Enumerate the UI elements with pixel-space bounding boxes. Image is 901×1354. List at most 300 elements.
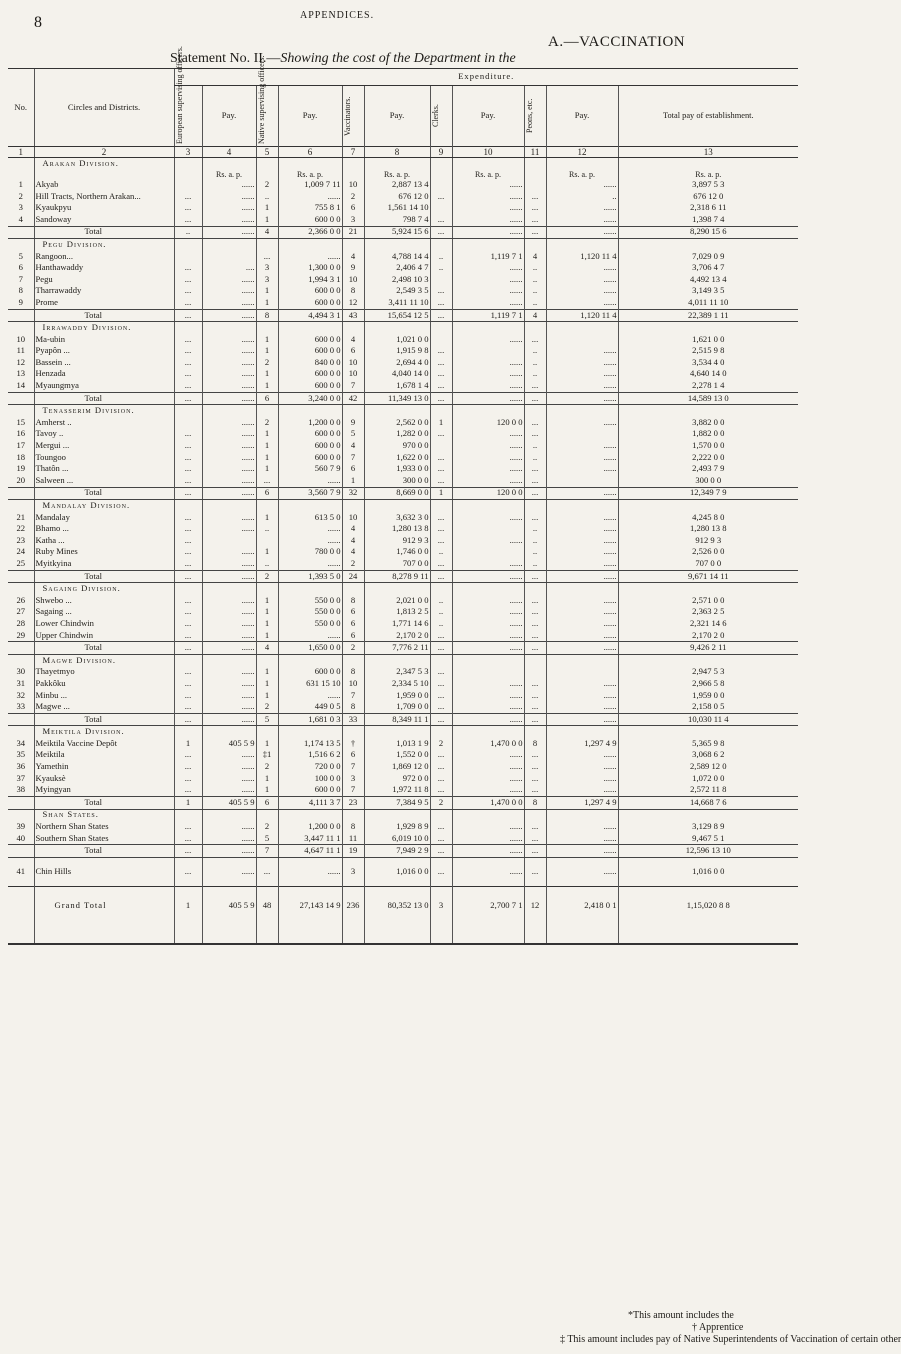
cell: ...... xyxy=(278,690,342,702)
cell: ...... xyxy=(278,535,342,547)
cell: ... xyxy=(430,214,452,226)
table-row xyxy=(8,618,798,630)
cell: ...... xyxy=(202,558,256,570)
cell: 27 xyxy=(16,606,26,617)
cell: 35 xyxy=(16,749,26,760)
cell: 3 xyxy=(256,274,278,286)
cell: 2,947 5 3 xyxy=(618,666,798,678)
cell: 7 xyxy=(342,761,364,773)
cell xyxy=(8,405,34,417)
units-row xyxy=(8,170,798,179)
cell: ...... xyxy=(202,452,256,464)
cell: ... xyxy=(174,750,202,762)
cell: ...... xyxy=(202,475,256,487)
cell: 27,143 14 9 xyxy=(278,886,342,944)
cell xyxy=(8,226,34,239)
cell: 3,411 11 10 xyxy=(364,297,430,309)
cell: 11 xyxy=(342,833,364,845)
cell: ... xyxy=(430,558,452,570)
cell xyxy=(524,322,546,334)
cell: 1 xyxy=(256,452,278,464)
district-name: Mandalay xyxy=(34,512,174,524)
cell: ... xyxy=(524,678,546,690)
cell xyxy=(364,158,430,170)
table-row xyxy=(8,607,798,619)
cell: 1,552 0 0 xyxy=(364,750,430,762)
cell xyxy=(174,878,202,887)
cell: 8 xyxy=(342,701,364,713)
cell: 780 0 0 xyxy=(278,547,342,559)
units-label: Rs. a. p. xyxy=(546,170,618,179)
col-circle: Circles and Districts. xyxy=(34,69,174,147)
cell: 5,365 9 8 xyxy=(618,738,798,750)
cell: ... xyxy=(524,392,546,405)
cell: ... xyxy=(430,690,452,702)
cell: 4,111 3 7 xyxy=(278,797,342,810)
cell: 1,709 0 0 xyxy=(364,701,430,713)
cell: .. xyxy=(430,618,452,630)
section-heading: Pegu Division. xyxy=(34,239,174,251)
cell: 970 0 0 xyxy=(364,440,430,452)
cell: ...... xyxy=(546,690,618,702)
cell: 1,470 0 0 xyxy=(452,738,524,750)
cell: ...... xyxy=(202,487,256,500)
col-number: 2 xyxy=(34,147,174,158)
cell: .. xyxy=(256,191,278,203)
cell xyxy=(364,654,430,666)
cell: ... xyxy=(524,773,546,785)
cell: ... xyxy=(174,214,202,226)
cell: 4 xyxy=(256,642,278,655)
cell: ...... xyxy=(546,595,618,607)
cell: 707 0 0 xyxy=(364,558,430,570)
cell: 12 xyxy=(16,356,26,367)
cell: .. xyxy=(524,357,546,369)
cell: 4 xyxy=(342,547,364,559)
cell: 7,384 9 5 xyxy=(364,797,430,810)
cell: 8,290 15 6 xyxy=(618,226,798,239)
total-label: Total xyxy=(34,797,174,810)
cell xyxy=(342,809,364,821)
district-name: Pegu xyxy=(34,274,174,286)
section-heading-row xyxy=(8,726,798,738)
table-row xyxy=(8,202,798,214)
cell: 1 xyxy=(256,773,278,785)
cell xyxy=(202,239,256,251)
table-row xyxy=(8,297,798,309)
table-row xyxy=(8,866,798,878)
cell: 6 xyxy=(342,618,364,630)
cell: ...... xyxy=(452,463,524,475)
cell: ...... xyxy=(452,866,524,878)
cell xyxy=(8,309,34,322)
cell: 8,278 9 11 xyxy=(364,570,430,583)
cell: 8 xyxy=(342,821,364,833)
table-row xyxy=(8,274,798,286)
total-row xyxy=(8,642,798,655)
cell: ...... xyxy=(546,369,618,381)
col-total: Total pay of establishment. xyxy=(618,86,798,147)
cell: ... xyxy=(524,761,546,773)
cell: 32 xyxy=(16,689,26,700)
cell xyxy=(452,345,524,357)
cell: ...... xyxy=(278,251,342,263)
cell: ...... xyxy=(452,535,524,547)
cell: ... xyxy=(174,487,202,500)
cell: ... xyxy=(174,618,202,630)
district-name: Sandoway xyxy=(34,214,174,226)
col-pay-3: Pay. xyxy=(364,86,430,147)
cell xyxy=(430,405,452,417)
cell: ...... xyxy=(452,821,524,833)
cell: ... xyxy=(524,226,546,239)
cell xyxy=(618,583,798,595)
table-row xyxy=(8,512,798,524)
cell: 755 8 1 xyxy=(278,202,342,214)
cell: .. xyxy=(174,226,202,239)
cell: ... xyxy=(174,262,202,274)
cell: ...... xyxy=(202,761,256,773)
cell: 3,882 0 0 xyxy=(618,417,798,429)
total-label: Total xyxy=(34,570,174,583)
cell: † xyxy=(342,738,364,750)
cell: ...... xyxy=(202,214,256,226)
cell: 7,776 2 11 xyxy=(364,642,430,655)
cell: 1 xyxy=(256,440,278,452)
section-heading-row xyxy=(8,500,798,512)
cell: ... xyxy=(174,369,202,381)
cell: ...... xyxy=(546,380,618,392)
cell xyxy=(430,809,452,821)
cell: 1,280 13 8 xyxy=(364,523,430,535)
page-number: 8 xyxy=(34,14,42,31)
cell: 41 xyxy=(16,865,26,876)
district-name: Myitkyina xyxy=(34,558,174,570)
cell: 39 xyxy=(16,821,26,832)
cell xyxy=(546,726,618,738)
cell: ...... xyxy=(202,380,256,392)
cell: ...... xyxy=(452,334,524,346)
table-row xyxy=(8,833,798,845)
col-number: 8 xyxy=(364,147,430,158)
cell xyxy=(524,654,546,666)
cell: ...... xyxy=(452,784,524,796)
cell: 550 0 0 xyxy=(278,618,342,630)
cell: 1 xyxy=(256,595,278,607)
district-name: Ma-ubin xyxy=(34,334,174,346)
cell: 1,650 0 0 xyxy=(278,642,342,655)
cell xyxy=(174,251,202,263)
cell: 4,494 3 1 xyxy=(278,309,342,322)
col-no: No. xyxy=(8,69,34,147)
cell xyxy=(8,726,34,738)
col-number: 3 xyxy=(174,147,202,158)
cell xyxy=(256,583,278,595)
col-european: European supervising officers. xyxy=(174,46,184,144)
cell: 1,972 11 8 xyxy=(364,784,430,796)
units-label: Rs. a. p. xyxy=(278,170,342,179)
cell: ... xyxy=(174,833,202,845)
cell: 6,019 10 0 xyxy=(364,833,430,845)
cell: 1,882 0 0 xyxy=(618,429,798,441)
cell: ... xyxy=(524,595,546,607)
cell: ...... xyxy=(546,678,618,690)
cell: ... xyxy=(174,678,202,690)
cell: 1,621 0 0 xyxy=(618,334,798,346)
district-name: Bassein ... xyxy=(34,357,174,369)
cell: ...... xyxy=(202,191,256,203)
cell: 631 15 10 xyxy=(278,678,342,690)
cell: ...... xyxy=(546,750,618,762)
cell xyxy=(452,158,524,170)
district-name: Thatôn ... xyxy=(34,463,174,475)
cell: 6 xyxy=(342,750,364,762)
cell xyxy=(546,239,618,251)
section-heading: Sagaing Division. xyxy=(34,583,174,595)
cell xyxy=(524,170,546,179)
cell: 1,297 4 9 xyxy=(546,797,618,810)
cell xyxy=(430,878,452,887)
cell: 6 xyxy=(342,345,364,357)
cell xyxy=(34,857,174,866)
cell xyxy=(256,158,278,170)
district-name: Hill Tracts, Northern Arakan... xyxy=(34,191,174,203)
table-row xyxy=(8,750,798,762)
cell: 2,318 6 11 xyxy=(618,202,798,214)
cell: 4 xyxy=(342,251,364,263)
cell xyxy=(8,878,34,887)
cell: ... xyxy=(430,750,452,762)
cell: ...... xyxy=(202,357,256,369)
cell: 3 xyxy=(256,262,278,274)
cell: 1 xyxy=(256,618,278,630)
cell xyxy=(546,158,618,170)
cell xyxy=(452,666,524,678)
cell: 1 xyxy=(256,463,278,475)
cell: 15,654 12 5 xyxy=(364,309,430,322)
cell xyxy=(8,654,34,666)
cell: ...... xyxy=(452,357,524,369)
table-row xyxy=(8,666,798,678)
total-row xyxy=(8,713,798,726)
cell: ... xyxy=(430,642,452,655)
cell xyxy=(256,170,278,179)
cell: ...... xyxy=(452,226,524,239)
cell: 676 12 0 xyxy=(618,191,798,203)
cell: 38 xyxy=(16,784,26,795)
cell: 33 xyxy=(342,713,364,726)
cell: ... xyxy=(524,750,546,762)
cell: ...... xyxy=(202,202,256,214)
cell: 2,526 0 0 xyxy=(618,547,798,559)
cell: ...... xyxy=(546,833,618,845)
cell xyxy=(278,654,342,666)
total-label: Total xyxy=(34,642,174,655)
cell xyxy=(430,500,452,512)
cell: ...... xyxy=(452,274,524,286)
total-row xyxy=(8,487,798,500)
cell: 3,447 11 1 xyxy=(278,833,342,845)
cell: 3,068 6 2 xyxy=(618,750,798,762)
total-row xyxy=(8,797,798,810)
cell: ... xyxy=(430,345,452,357)
cell xyxy=(618,726,798,738)
cell: ...... xyxy=(202,440,256,452)
cell: .. xyxy=(256,523,278,535)
cell: ... xyxy=(524,701,546,713)
cell: ...... xyxy=(546,642,618,655)
table-row xyxy=(8,357,798,369)
cell: 1,933 0 0 xyxy=(364,463,430,475)
cell: 36 xyxy=(16,761,26,772)
cell: 4 xyxy=(18,213,23,224)
cell: 405 5 9 xyxy=(202,797,256,810)
cell: 1,746 0 0 xyxy=(364,547,430,559)
district-name: Pakkôku xyxy=(34,678,174,690)
cell: 405 5 9 xyxy=(202,738,256,750)
cell: 2,418 0 1 xyxy=(546,886,618,944)
cell xyxy=(278,500,342,512)
cell xyxy=(8,239,34,251)
cell xyxy=(278,239,342,251)
cell: 2,589 12 0 xyxy=(618,761,798,773)
cell: 1,15,020 8 8 xyxy=(618,886,798,944)
cell: 1,959 0 0 xyxy=(364,690,430,702)
cell: 449 0 5 xyxy=(278,701,342,713)
district-name: Amherst .. xyxy=(34,417,174,429)
cell xyxy=(546,857,618,866)
cell: 2 xyxy=(256,417,278,429)
cell: 1,929 8 9 xyxy=(364,821,430,833)
cell: 3,632 3 0 xyxy=(364,512,430,524)
cell: 7,949 2 9 xyxy=(364,845,430,858)
cell: 2 xyxy=(256,179,278,191)
cell: ... xyxy=(430,369,452,381)
cell: ...... xyxy=(452,761,524,773)
cell xyxy=(452,857,524,866)
cell: 1,516 6 2 xyxy=(278,750,342,762)
cell xyxy=(202,535,256,547)
cell: 43 xyxy=(342,309,364,322)
cell: 720 0 0 xyxy=(278,761,342,773)
table-row xyxy=(8,334,798,346)
table-row xyxy=(8,417,798,429)
cell xyxy=(202,654,256,666)
cell: 4 xyxy=(342,334,364,346)
cell xyxy=(8,570,34,583)
cell xyxy=(34,170,174,179)
grand-total-row xyxy=(8,886,798,944)
cell: ...... xyxy=(546,357,618,369)
cell: .. xyxy=(524,297,546,309)
cell: 300 0 0 xyxy=(364,475,430,487)
cell: 1,678 1 4 xyxy=(364,380,430,392)
cell: 4 xyxy=(342,535,364,547)
cell: ... xyxy=(174,690,202,702)
cell: 48 xyxy=(256,886,278,944)
cell: 2 xyxy=(256,570,278,583)
cell xyxy=(174,500,202,512)
cell: ...... xyxy=(546,463,618,475)
cell: 613 5 0 xyxy=(278,512,342,524)
cell xyxy=(256,239,278,251)
cell xyxy=(524,857,546,866)
cell: ... xyxy=(174,202,202,214)
cell: 3 xyxy=(342,214,364,226)
cell xyxy=(8,886,34,944)
cell xyxy=(430,440,452,452)
cell: ... xyxy=(430,226,452,239)
cell: 28 xyxy=(16,617,26,628)
cell: 8,349 11 1 xyxy=(364,713,430,726)
cell: ...... xyxy=(452,191,524,203)
cell: 2,694 4 0 xyxy=(364,357,430,369)
cell: ...... xyxy=(546,535,618,547)
cell xyxy=(430,202,452,214)
cell: ...... xyxy=(278,523,342,535)
section-heading-row xyxy=(8,158,798,170)
cell: ... xyxy=(174,334,202,346)
cell: 11 xyxy=(16,345,25,356)
cell: ... xyxy=(174,285,202,297)
cell: .. xyxy=(524,523,546,535)
cell: ...... xyxy=(452,429,524,441)
cell: 22,389 1 11 xyxy=(618,309,798,322)
cell: 22 xyxy=(16,523,26,534)
cell: ...... xyxy=(452,570,524,583)
cell: ...... xyxy=(546,821,618,833)
cell xyxy=(202,809,256,821)
cell: ... xyxy=(524,833,546,845)
cell: ... xyxy=(430,285,452,297)
grand-total-label: Grand Total xyxy=(34,886,174,944)
table-row xyxy=(8,463,798,475)
cell: 2 xyxy=(256,761,278,773)
cell: 2 xyxy=(256,821,278,833)
section-heading-row xyxy=(8,809,798,821)
cell: ... xyxy=(430,297,452,309)
cell: ...... xyxy=(202,833,256,845)
cell: 12,596 13 10 xyxy=(618,845,798,858)
cell xyxy=(430,179,452,191)
cell: ... xyxy=(430,701,452,713)
cell xyxy=(174,239,202,251)
cell xyxy=(618,654,798,666)
cell xyxy=(618,809,798,821)
cell xyxy=(452,523,524,535)
cell: ...... xyxy=(546,440,618,452)
cell: 3,240 0 0 xyxy=(278,392,342,405)
cell: 3 xyxy=(430,886,452,944)
cell: ... xyxy=(430,866,452,878)
cell: 1,200 0 0 xyxy=(278,417,342,429)
cell: ...... xyxy=(202,713,256,726)
cell: ... xyxy=(430,512,452,524)
district-name: Southern Shan States xyxy=(34,833,174,845)
cell: 2,366 0 0 xyxy=(278,226,342,239)
cell xyxy=(618,322,798,334)
cell: ... xyxy=(524,202,546,214)
cell xyxy=(174,322,202,334)
cell xyxy=(342,500,364,512)
cell: 912 9 3 xyxy=(364,535,430,547)
cell: ...... xyxy=(546,701,618,713)
cell: 8 xyxy=(524,797,546,810)
cell: ... xyxy=(430,191,452,203)
col-clerks: Clerks. xyxy=(430,104,440,128)
cell xyxy=(342,405,364,417)
cell xyxy=(546,654,618,666)
